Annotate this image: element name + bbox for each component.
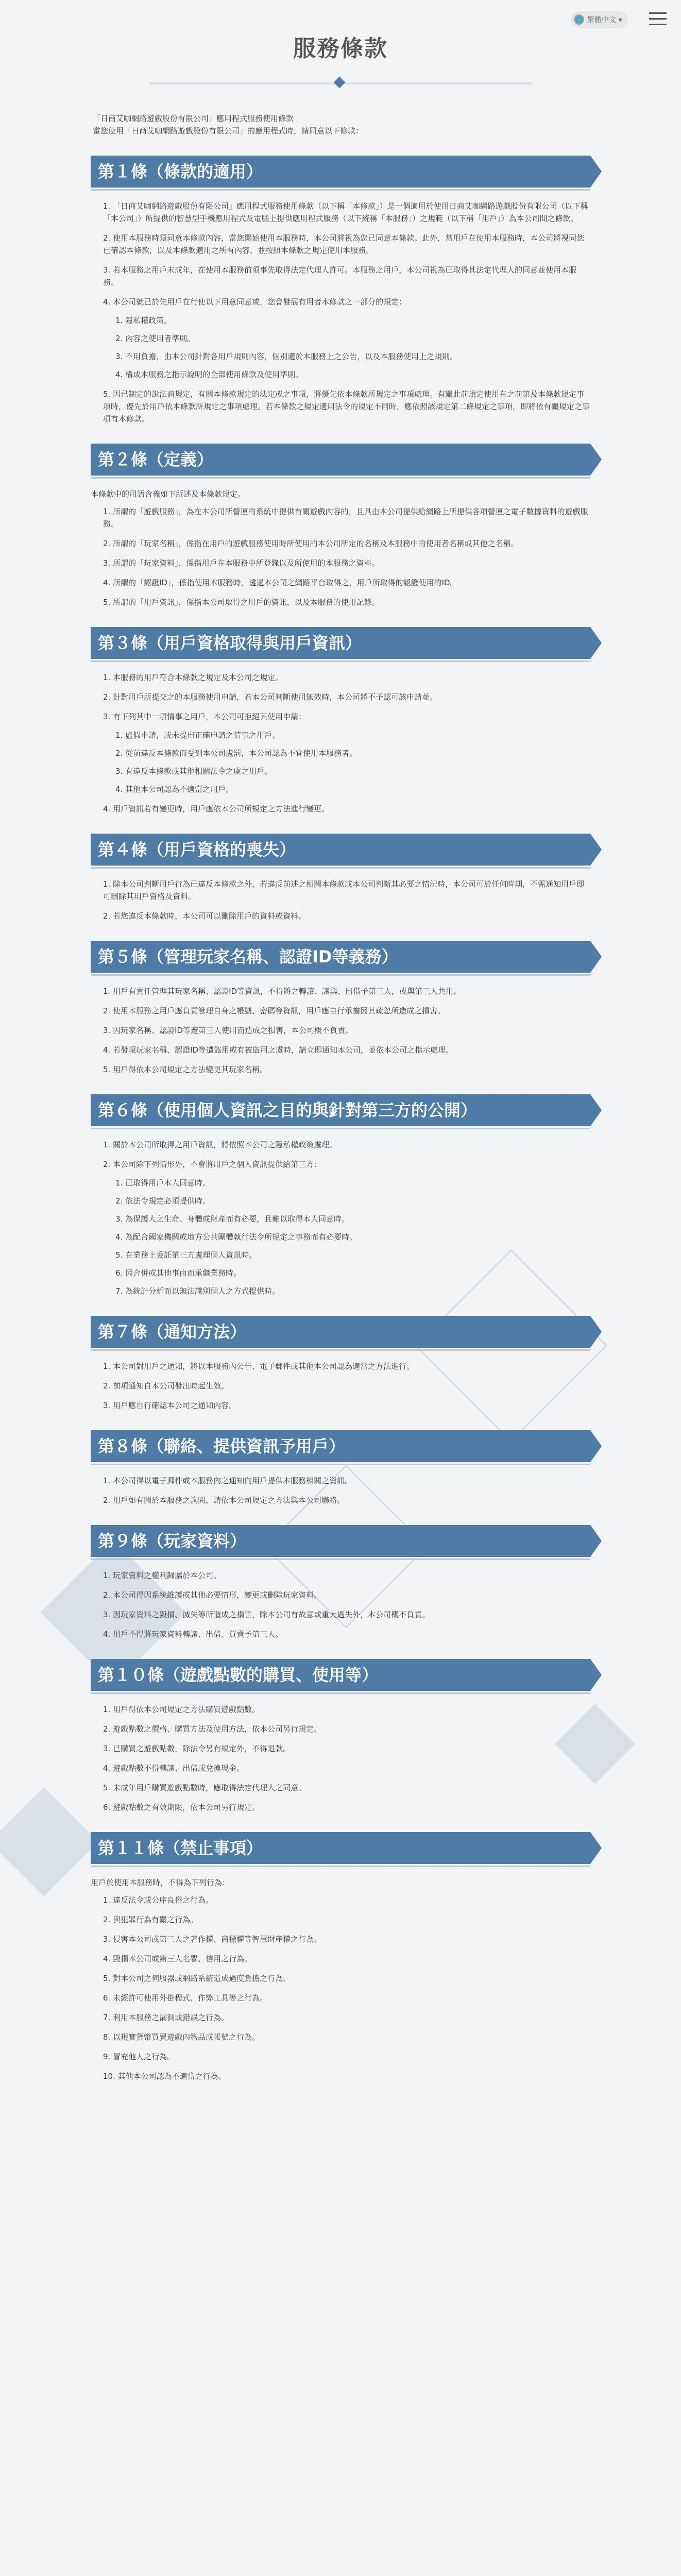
clause-item bbox=[103, 910, 590, 922]
clause-item bbox=[103, 1933, 590, 1945]
clause-item bbox=[103, 596, 590, 608]
clause-item bbox=[103, 1703, 590, 1716]
section-heading: 第５條（管理玩家名稱、認證ID等義務） bbox=[91, 941, 590, 973]
clause-text: 2. 遊戲點數之價格、購買方法及使用方法，依本公司另行規定。 bbox=[103, 1724, 322, 1734]
clause-item bbox=[103, 1589, 590, 1601]
clause-text: 1. 關於本公司所取得之用戶資訊，將依照本公司之隱私權政策處理。 bbox=[103, 1140, 337, 1149]
clause-item bbox=[103, 557, 590, 569]
clause-text: 1. 本公司對用戶之通知，將以本服務內公告、電子郵件或其他本公司認為適當之方法進行。 bbox=[103, 1362, 415, 1371]
terms-section bbox=[91, 1094, 590, 1297]
clause-item bbox=[103, 1005, 590, 1017]
section-heading: 第１１條（禁止事項） bbox=[91, 1832, 590, 1864]
subclause-item: 1. 已取得用戶本人同意時。 bbox=[115, 1178, 211, 1188]
clause-text: 2. 本公司得因系統維護或其他必要情形，變更或刪除玩家資料。 bbox=[103, 1590, 322, 1600]
clause-text: 3. 若本服務之用戶未成年，在使用本服務前須事先取得法定代理人許可。本服務之用戶，本公司視為已取得其法定代理人的同意並使用本服務。 bbox=[103, 265, 577, 287]
clause-text: 1. 本公司得以電子郵件或本服務內之通知向用戶提供本服務相關之資訊。 bbox=[103, 1476, 353, 1485]
clause-text: 1. 用戶有責任管理其玩家名稱、認證ID等資訊，不得將之轉讓、讓與、出借予第三人，或與第三人共用。 bbox=[103, 987, 462, 996]
clause-item bbox=[103, 1913, 590, 1926]
clause-text: 2. 與犯罪行為有關之行為。 bbox=[103, 1915, 198, 1924]
clause-item bbox=[103, 1024, 590, 1037]
clause-text: 1. 本服務的用戶符合本條款之規定及本公司之規定。 bbox=[103, 673, 283, 682]
subclause-item: 3. 不用負擔，由本公司針對各用戶規則內容，個別適於本服務上之公告，以及本服務使用上之規則。 bbox=[115, 352, 458, 361]
clause-item bbox=[103, 200, 590, 225]
clause-item bbox=[103, 1894, 590, 1906]
clause-item bbox=[103, 1628, 590, 1640]
clause-text: 1. 「日商艾咖網路遊戲股份有限公司」應用程式服務使用條款（以下稱「本條款」）是一個適用於使用日商艾咖網路遊戲股份有限公司（以下稱「本公司」）所提供的智慧型手機應用程式及電腦上提供應用程式服務（以下統稱「本服務」）之規範（以下稱「用戶」）為本公司間之條款。 bbox=[103, 201, 588, 223]
clause-text: 3. 因玩家名稱、認證ID等遭第三人使用而造成之損害，本公司概不負責。 bbox=[103, 1026, 353, 1035]
globe-icon: 🌐 bbox=[574, 14, 584, 25]
subclause-item: 2. 內容之使用者準則。 bbox=[115, 334, 195, 343]
clause-item bbox=[103, 1608, 590, 1621]
title-diamond-ornament bbox=[334, 77, 346, 89]
clause-text: 3. 侵害本公司或第三人之著作權、商標權等智慧財產權之行為。 bbox=[103, 1935, 322, 1944]
language-selector[interactable] bbox=[571, 11, 628, 28]
clause-text: 2. 若您違反本條款時，本公司可以刪除用戶的資料或資料。 bbox=[103, 911, 307, 921]
clause-item bbox=[103, 710, 590, 795]
clause-item bbox=[103, 1782, 590, 1794]
intro bbox=[91, 112, 590, 137]
clause-text: 1. 用戶得依本公司規定之方法購買遊戲點數。 bbox=[103, 1705, 260, 1714]
clause-text: 2. 前項通知自本公司發出時起生效。 bbox=[103, 1381, 229, 1391]
subclause-item: 2. 依法令規定必須提供時。 bbox=[115, 1196, 211, 1206]
clause-text: 1. 所謂的「遊戲服務」，為在本公司所營運的系統中提供有關遊戲內容的，且具由本公司提供給網路上所提供各項營運之電子數據資料的遊戲服務。 bbox=[103, 507, 588, 529]
clause-item bbox=[103, 878, 590, 903]
section-lead: 本條款中的用語含義如下所述及本條款規定。 bbox=[91, 489, 246, 499]
clause-text: 3. 已購買之遊戲點數，除法令另有規定外，不得退款。 bbox=[103, 1744, 291, 1753]
clause-item bbox=[103, 296, 590, 381]
subclause-item: 2. 從前違反本條款而受到本公司處罰，本公司認為不宜使用本服務者。 bbox=[115, 749, 357, 758]
clause-item bbox=[103, 1992, 590, 2004]
clause-item bbox=[103, 1569, 590, 1582]
clause-item bbox=[103, 1158, 590, 1297]
section-heading: 第８條（聯絡、提供資訊予用戶） bbox=[91, 1430, 590, 1462]
clause-item bbox=[103, 1762, 590, 1774]
subclause-item: 3. 為保護人之生命、身體或財產而有必要，且難以取得本人同意時。 bbox=[115, 1214, 350, 1224]
clause-item bbox=[103, 1475, 590, 1487]
clause-item bbox=[103, 2011, 590, 2024]
clause-item bbox=[103, 1742, 590, 1755]
subclause-item: 4. 構成本服務之指示說明的全部使用條款及使用準則。 bbox=[115, 370, 303, 379]
terms-section bbox=[91, 627, 590, 815]
terms-section bbox=[91, 1659, 590, 1814]
sections-container bbox=[91, 156, 590, 2082]
clause-text: 9. 冒充他人之行為。 bbox=[103, 2052, 175, 2061]
section-heading: 第９條（玩家資料） bbox=[91, 1525, 590, 1557]
clause-item bbox=[103, 1063, 590, 1076]
terms-section bbox=[91, 1525, 590, 1640]
clause-item bbox=[103, 264, 590, 289]
clause-item bbox=[103, 691, 590, 703]
terms-section bbox=[91, 444, 590, 608]
subclause-item: 4. 為配合國家機關或地方公共團體執行法令所規定之事務而有必要時。 bbox=[115, 1232, 357, 1242]
clause-text: 8. 以現實貨幣買賣遊戲內物品或帳號之行為。 bbox=[103, 2032, 260, 2042]
section-heading: 第７條（通知方法） bbox=[91, 1316, 590, 1348]
page-title: 服務條款 bbox=[293, 36, 388, 62]
clause-item bbox=[103, 1139, 590, 1151]
clause-text: 2. 使用本服務時須同意本條款內容，當您開始使用本服務時，本公司將視為您已同意本條款。此外，當用戶在使用本服務時，本公司將視同您已確認本條款，以及本條款適用之所有內容，並按照本條款之規定使用本服務。 bbox=[103, 233, 585, 255]
clause-text: 3. 所謂的「玩家資料」，係指用戶在本服務中所登錄以及所使用的本服務之資料。 bbox=[103, 558, 380, 568]
subclause-item: 4. 其他本公司認為不適當之用戶。 bbox=[115, 785, 234, 794]
menu-icon-bar bbox=[649, 18, 667, 20]
clause-item bbox=[103, 1044, 590, 1056]
clause-text: 2. 所謂的「玩家名稱」，係指在用戶的遊戲服務使用時所使用的本公司所定的名稱及本服務中的使用者名稱或其他之名稱。 bbox=[103, 539, 519, 548]
clause-text: 1. 玩家資料之權利歸屬於本公司。 bbox=[103, 1571, 222, 1580]
clause-text: 2. 使用本服務之用戶應負責管理自身之帳號、密碼等資訊，用戶應自行承擔因其疏忽所造成之損害。 bbox=[103, 1006, 446, 1015]
intro-line: 當您使用「日商艾咖網路遊戲股份有限公司」的應用程式時，請同意以下條款： bbox=[93, 126, 364, 135]
clause-text: 1. 除本公司判斷用戶行為已違反本條款之外，若違反前述之相關本條款或本公司判斷其必要之情況時，本公司可於任何時期，不需通知用戶即可刪除其用戶資格及資料。 bbox=[103, 879, 585, 901]
menu-icon-bar bbox=[649, 12, 667, 14]
clause-text: 4. 毀損本公司或第三人名譽、信用之行為。 bbox=[103, 1954, 252, 1963]
section-lead: 用戶於使用本服務時，不得為下列行為： bbox=[91, 1878, 230, 1887]
terms-section bbox=[91, 156, 590, 425]
clause-item bbox=[103, 1360, 590, 1372]
clause-text: 6. 遊戲點數之有效期限，依本公司另行規定。 bbox=[103, 1803, 260, 1812]
clause-text: 4. 用戶不得將玩家資料轉讓、出借、買賣予第三人。 bbox=[103, 1630, 283, 1639]
clause-item bbox=[103, 388, 590, 425]
terms-section bbox=[91, 1430, 590, 1506]
intro-line: 「日商艾咖網路遊戲股份有限公司」應用程式服務使用條款 bbox=[93, 114, 294, 123]
clause-text: 5. 用戶得依本公司規定之方法變更其玩家名稱。 bbox=[103, 1065, 268, 1074]
clause-item bbox=[103, 1801, 590, 1814]
clause-item bbox=[103, 1399, 590, 1412]
language-label: 繁體中文 ▾ bbox=[587, 16, 622, 24]
clause-item bbox=[103, 577, 590, 589]
clause-item bbox=[103, 1723, 590, 1735]
clause-item bbox=[103, 505, 590, 530]
clause-item bbox=[103, 1494, 590, 1506]
clause-item bbox=[103, 2070, 590, 2082]
clause-text: 4. 遊戲點數不得轉讓、出借或兌換現金。 bbox=[103, 1764, 245, 1773]
clause-text: 1. 違反法令或公序良俗之行為。 bbox=[103, 1895, 214, 1905]
terms-section bbox=[91, 1316, 590, 1412]
clause-text: 4. 用戶資訊若有變更時，用戶應依本公司所規定之方法進行變更。 bbox=[103, 804, 330, 814]
clause-item bbox=[103, 1972, 590, 1985]
section-heading: 第１０條（遊戲點數的購買、使用等） bbox=[91, 1659, 590, 1691]
clause-item bbox=[103, 671, 590, 684]
clause-text: 4. 若發現玩家名稱、認證ID等遭盜用或有被盜用之虞時，請立即通知本公司，並依本公司之指示處理。 bbox=[103, 1045, 454, 1055]
terms-content bbox=[91, 112, 590, 2090]
clause-item bbox=[103, 537, 590, 550]
terms-section bbox=[91, 941, 590, 1076]
clause-text: 4. 本公司就已於先用戶在行使以下用意同意或，您會發展有用者本條款之一部分的規定： bbox=[103, 297, 407, 307]
section-heading: 第１條（條款的適用） bbox=[91, 156, 590, 188]
hamburger-menu-button[interactable] bbox=[649, 12, 667, 26]
clause-item bbox=[103, 1953, 590, 1965]
clause-text: 2. 本公司除下列情形外，不會將用戶之個人資訊提供給第三方： bbox=[103, 1160, 322, 1169]
section-heading: 第２條（定義） bbox=[91, 444, 590, 476]
clause-text: 10. 其他本公司認為不適當之行為。 bbox=[103, 2072, 226, 2081]
subclause-item: 5. 在業務上委託第三方處理個人資訊時。 bbox=[115, 1250, 257, 1260]
clause-item bbox=[103, 2031, 590, 2043]
menu-icon-bar bbox=[649, 24, 667, 25]
clause-item bbox=[103, 232, 590, 257]
subclause-item: 3. 有違反本條款或其他相關法令之虞之用戶。 bbox=[115, 767, 273, 776]
clause-item bbox=[103, 1380, 590, 1392]
clause-text: 5. 所謂的「用戶資訊」，係指本公司取得之用戶的資訊，以及本服務的使用記錄。 bbox=[103, 598, 380, 607]
terms-section bbox=[91, 834, 590, 922]
subclause-item: 1. 隱私權政策。 bbox=[115, 316, 172, 325]
clause-item bbox=[103, 985, 590, 997]
clause-text: 5. 對本公司之伺服器或網路系統造成過度負擔之行為。 bbox=[103, 1974, 291, 1983]
clause-text: 5. 未成年用戶購買遊戲點數時，應取得法定代理人之同意。 bbox=[103, 1783, 307, 1792]
terms-section bbox=[91, 1832, 590, 2082]
clause-text: 3. 有下列其中一項情事之用戶，本公司可拒絕其使用申請： bbox=[103, 712, 307, 721]
clause-item bbox=[103, 803, 590, 815]
clause-text: 7. 利用本服務之漏洞或錯誤之行為。 bbox=[103, 2013, 229, 2022]
clause-text: 4. 所謂的「認證ID」，係指使用本服務時，透過本公司之網路平台取得之，用戶所取得的認證使用的ID。 bbox=[103, 578, 458, 587]
clause-text: 2. 用戶如有關於本服務之詢問，請依本公司規定之方法與本公司聯絡。 bbox=[103, 1496, 345, 1505]
clause-item bbox=[103, 2050, 590, 2063]
section-heading: 第３條（用戶資格取得與用戶資訊） bbox=[91, 627, 590, 659]
clause-text: 3. 用戶應自行確認本公司之通知內容。 bbox=[103, 1401, 237, 1410]
clause-text: 6. 未經許可使用外掛程式、作弊工具等之行為。 bbox=[103, 1993, 268, 2003]
subclause-item: 1. 虛假申請，或未提出正確申請之情事之用戶。 bbox=[115, 731, 280, 740]
subclause-item: 7. 為統計分析而以無法識別個人之方式提供時。 bbox=[115, 1286, 280, 1296]
page-header bbox=[0, 0, 681, 98]
section-heading: 第６條（使用個人資訊之目的與針對第三方的公開） bbox=[91, 1094, 590, 1126]
clause-text: 5. 因已制定的說法商規定，有關本條款規定的法定或之事項，將優先依本條款所規定之事項處理。有關此前規定使用在之前第及本條款規定事項時，優先於用戶依本條款所規定之事項處理。若本條款之規定適用法令的規定不同時，應依照該規定第二條規定之事項，即將依有關規定之事項有本條款。 bbox=[103, 389, 590, 423]
clause-text: 3. 因玩家資料之毀損、滅失等所造成之損害，除本公司有故意或重大過失外，本公司概不負責。 bbox=[103, 1610, 430, 1619]
subclause-item: 6. 因合併或其他事由而承繼業務時。 bbox=[115, 1268, 242, 1278]
clause-text: 2. 針對用戶所提交之的本服務使用申請，若本公司判斷使用無效時，本公司將不予認可該申請並。 bbox=[103, 692, 438, 702]
section-heading: 第４條（用戶資格的喪失） bbox=[91, 834, 590, 866]
